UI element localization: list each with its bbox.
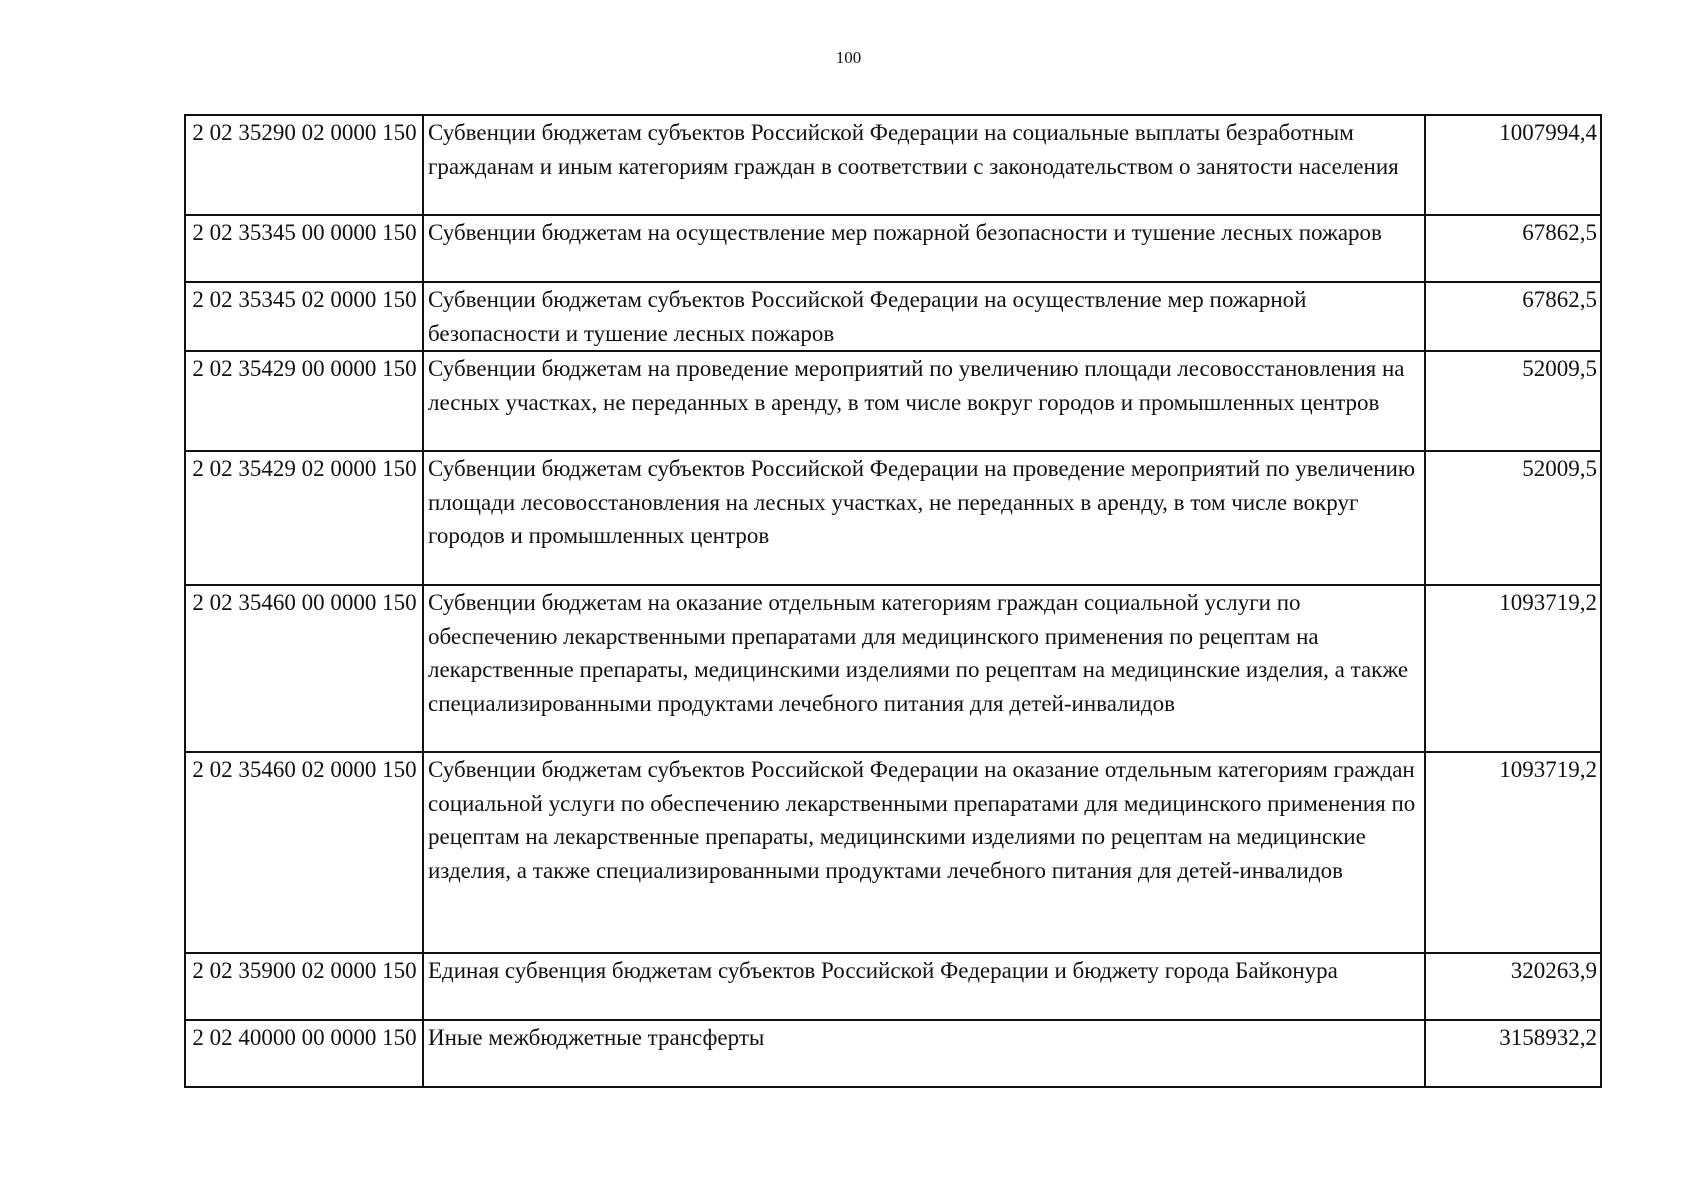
- budget-code-cell: 2 02 35429 00 0000 150: [185, 351, 423, 451]
- budget-item-name-cell: Субвенции бюджетам на проведение мероприятий по увеличению площади лесовосстановления на лесных участках, не переданных в аренду, в том числе вокруг городов и промышленных центров: [423, 351, 1425, 451]
- budget-item-name-cell: Субвенции бюджетам субъектов Российской Федерации на социальные выплаты безработным гражданам и иным категориям граждан в соответствии с законодательством о занятости населения: [423, 115, 1425, 215]
- page-number: 100: [835, 48, 862, 67]
- table-row: [185, 282, 1601, 351]
- budget-amount-cell: 67862,5: [1425, 215, 1601, 282]
- budget-amount-cell: 3158932,2: [1425, 1020, 1601, 1087]
- budget-item-name-cell: Субвенции бюджетам на оказание отдельным категориям граждан социальной услуги по обеспечению лекарственными препаратами для медицинского применения по рецептам на лекарственные препараты, медицинскими изделиями по рецептам на медицинские изделия, а также специализированными продуктами лечебного питания для детей-инвалидов: [423, 585, 1425, 752]
- budget-amount-cell: 52009,5: [1425, 451, 1601, 585]
- budget-code-cell: 2 02 35460 00 0000 150: [185, 585, 423, 752]
- table-row: [185, 953, 1601, 1020]
- budget-item-name-cell: Субвенции бюджетам на осуществление мер пожарной безопасности и тушение лесных пожаров: [423, 215, 1425, 282]
- budget-table: [184, 114, 1602, 1088]
- budget-code-cell: 2 02 35345 02 0000 150: [185, 282, 423, 351]
- budget-item-name-cell: Иные межбюджетные трансферты: [423, 1020, 1425, 1087]
- budget-item-name-cell: Субвенции бюджетам субъектов Российской Федерации на осуществление мер пожарной безопасности и тушение лесных пожаров: [423, 282, 1425, 351]
- budget-code-cell: 2 02 40000 00 0000 150: [185, 1020, 423, 1087]
- budget-item-name-cell: Субвенции бюджетам субъектов Российской Федерации на проведение мероприятий по увеличению площади лесовосстановления на лесных участках, не переданных в аренду, в том числе вокруг городов и промышленных центров: [423, 451, 1425, 585]
- budget-code-cell: 2 02 35460 02 0000 150: [185, 752, 423, 953]
- table-row: [185, 1020, 1601, 1087]
- budget-amount-cell: 1093719,2: [1425, 752, 1601, 953]
- budget-item-name-cell: Субвенции бюджетам субъектов Российской Федерации на оказание отдельным категориям граждан социальной услуги по обеспечению лекарственными препаратами для медицинского применения по рецептам на лекарственные препараты, медицинскими изделиями по рецептам на медицинские изделия, а также специализированными продуктами лечебного питания для детей-инвалидов: [423, 752, 1425, 953]
- table-row: [185, 752, 1601, 953]
- table-row: [185, 115, 1601, 215]
- table-row: [185, 351, 1601, 451]
- budget-amount-cell: 320263,9: [1425, 953, 1601, 1020]
- budget-amount-cell: 1093719,2: [1425, 585, 1601, 752]
- table-row: [185, 451, 1601, 585]
- budget-amount-cell: 1007994,4: [1425, 115, 1601, 215]
- budget-code-cell: 2 02 35345 00 0000 150: [185, 215, 423, 282]
- table-row: [185, 585, 1601, 752]
- budget-code-cell: 2 02 35429 02 0000 150: [185, 451, 423, 585]
- budget-item-name-cell: Единая субвенция бюджетам субъектов Российской Федерации и бюджету города Байконура: [423, 953, 1425, 1020]
- table-row: [185, 215, 1601, 282]
- budget-amount-cell: 52009,5: [1425, 351, 1601, 451]
- budget-code-cell: 2 02 35900 02 0000 150: [185, 953, 423, 1020]
- budget-code-cell: 2 02 35290 02 0000 150: [185, 115, 423, 215]
- budget-amount-cell: 67862,5: [1425, 282, 1601, 351]
